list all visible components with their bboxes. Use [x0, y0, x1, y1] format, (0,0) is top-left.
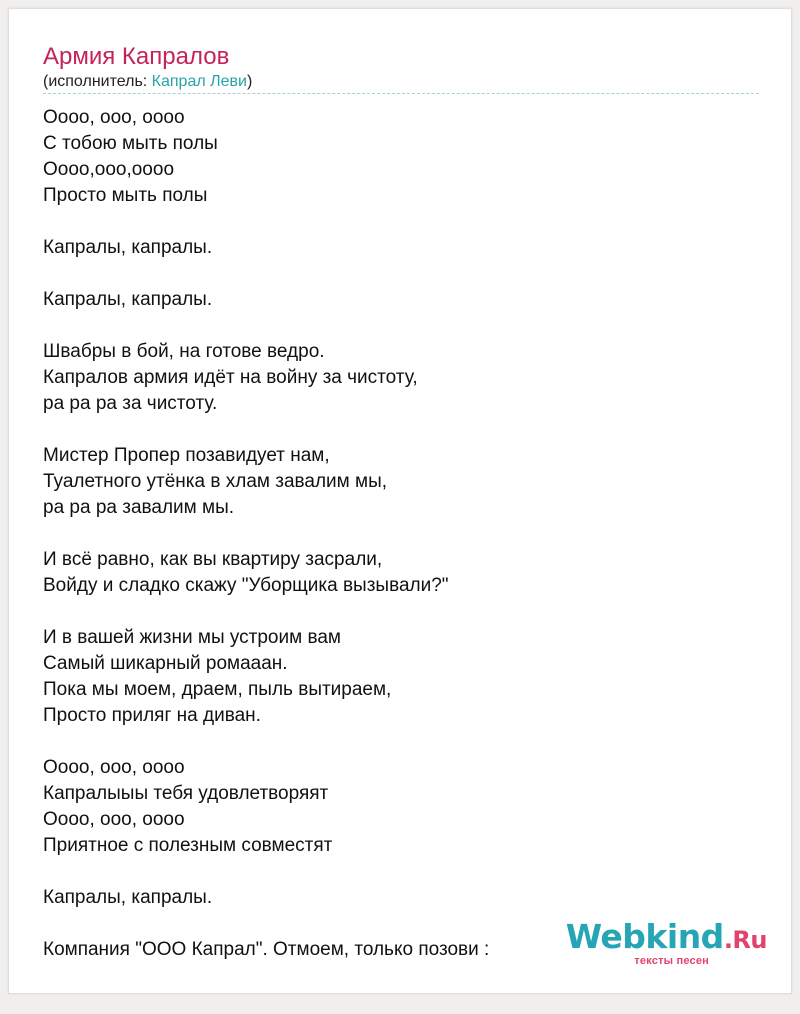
- lyric-line: Оооо, ооо, оооо: [43, 757, 185, 778]
- lyric-blank-line: [43, 521, 763, 547]
- lyric-line: Капралов армия идёт на войну за чистоту,: [43, 367, 418, 388]
- logo-brand: Webkind: [565, 917, 724, 956]
- lyric-blank-line: [43, 859, 763, 885]
- artist-line: [43, 73, 252, 91]
- lyric-line: Оооо, ооо, оооо: [43, 107, 185, 128]
- artist-link[interactable]: Капрал Леви: [151, 73, 247, 90]
- logo-tagline: тексты песен: [634, 955, 709, 967]
- lyric-line: ра ра ра за чистоту.: [43, 393, 218, 414]
- lyrics-card: [8, 8, 792, 994]
- lyric-line: Мистер Пропер позавидует нам,: [43, 445, 330, 466]
- lyric-line: Туалетного утёнка в хлам завалим мы,: [43, 471, 388, 492]
- lyrics-text: [43, 105, 763, 963]
- lyric-line: И в вашей жизни мы устроим вам: [43, 627, 341, 648]
- header-divider: [43, 93, 759, 94]
- webkind-logo: [567, 917, 767, 971]
- song-title: Армия Капралов: [43, 43, 230, 70]
- lyric-line: Самый шикарный ромааан.: [43, 653, 288, 674]
- lyric-blank-line: [43, 729, 763, 755]
- logo-domain: .Ru: [723, 926, 767, 954]
- lyric-line: Капралы, капралы.: [43, 887, 213, 908]
- artist-prefix: (исполнитель:: [43, 73, 152, 90]
- lyric-line: С тобою мыть полы: [43, 133, 218, 154]
- lyric-line: Просто мыть полы: [43, 185, 208, 206]
- lyric-line: ра ра ра завалим мы.: [43, 497, 235, 518]
- lyric-line: Оооо, ооо, оооо: [43, 809, 185, 830]
- lyric-line: Приятное с полезным совместят: [43, 835, 333, 856]
- lyric-blank-line: [43, 313, 763, 339]
- lyric-line: Войду и сладко скажу "Уборщика вызывали?": [43, 575, 449, 596]
- lyric-blank-line: [43, 599, 763, 625]
- lyric-line: Капралы, капралы.: [43, 237, 213, 258]
- lyric-line: Капралы, капралы.: [43, 289, 213, 310]
- lyric-line: И всё равно, как вы квартиру засрали,: [43, 549, 383, 570]
- lyric-blank-line: [43, 209, 763, 235]
- lyric-line: Пока мы моем, драем, пыль вытираем,: [43, 679, 392, 700]
- lyric-line: Оооо,ооо,оооо: [43, 159, 175, 180]
- artist-suffix: ): [246, 73, 253, 90]
- lyric-line: Компания "ООО Капрал". Отмоем, только позови :: [43, 939, 490, 960]
- lyric-line: Швабры в бой, на готове ведро.: [43, 341, 325, 362]
- lyric-line: Капралыыы тебя удовлетворяят: [43, 783, 329, 804]
- lyric-blank-line: [43, 261, 763, 287]
- lyric-blank-line: [43, 417, 763, 443]
- logo-wordmark: [566, 917, 767, 960]
- lyric-line: Просто приляг на диван.: [43, 705, 261, 726]
